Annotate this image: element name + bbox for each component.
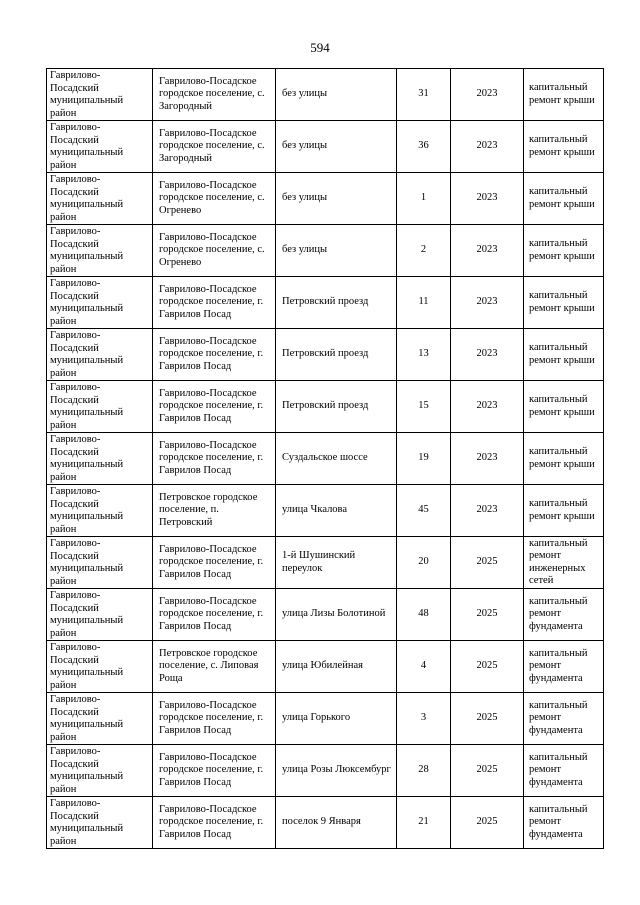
settlement-cell: Гаврилово-Посадское городское поселение, с. Загородный — [153, 121, 276, 173]
street-cell: Петровский проезд — [276, 329, 397, 381]
house-number-cell: 19 — [397, 433, 451, 485]
work-type-cell: капитальный ремонт фундамента — [524, 745, 604, 797]
district-cell: Гаврилово-Посадский муниципальный район — [47, 173, 153, 225]
settlement-cell: Гаврилово-Посадское городское поселение, г. Гаврилов Посад — [153, 277, 276, 329]
district-cell: Гаврилово-Посадский муниципальный район — [47, 537, 153, 589]
district-cell: Гаврилово-Посадский муниципальный район — [47, 693, 153, 745]
table-row — [47, 329, 604, 381]
year-cell: 2023 — [451, 69, 524, 121]
house-number-cell: 28 — [397, 745, 451, 797]
year-cell: 2023 — [451, 277, 524, 329]
year-cell: 2025 — [451, 641, 524, 693]
district-cell: Гаврилово-Посадский муниципальный район — [47, 225, 153, 277]
settlement-cell: Гаврилово-Посадское городское поселение, г. Гаврилов Посад — [153, 329, 276, 381]
street-cell: улица Горького — [276, 693, 397, 745]
street-cell: улица Юбилейная — [276, 641, 397, 693]
street-cell: без улицы — [276, 173, 397, 225]
table-row — [47, 433, 604, 485]
work-type-cell: капитальный ремонт крыши — [524, 433, 604, 485]
settlement-cell: Петровское городское поселение, п. Петровский — [153, 485, 276, 537]
settlement-cell: Гаврилово-Посадское городское поселение, г. Гаврилов Посад — [153, 381, 276, 433]
house-number-cell: 15 — [397, 381, 451, 433]
house-number-cell: 13 — [397, 329, 451, 381]
settlement-cell: Гаврилово-Посадское городское поселение, г. Гаврилов Посад — [153, 433, 276, 485]
year-cell: 2023 — [451, 329, 524, 381]
work-type-cell: капитальный ремонт фундамента — [524, 641, 604, 693]
street-cell: Петровский проезд — [276, 277, 397, 329]
settlement-cell: Гаврилово-Посадское городское поселение, г. Гаврилов Посад — [153, 797, 276, 849]
settlement-cell: Гаврилово-Посадское городское поселение, с. Огренево — [153, 173, 276, 225]
settlement-cell: Гаврилово-Посадское городское поселение, г. Гаврилов Посад — [153, 693, 276, 745]
settlement-cell: Гаврилово-Посадское городское поселение, г. Гаврилов Посад — [153, 589, 276, 641]
house-number-cell: 4 — [397, 641, 451, 693]
street-cell: улица Лизы Болотиной — [276, 589, 397, 641]
table-row — [47, 641, 604, 693]
table-body — [47, 69, 604, 849]
table-row — [47, 225, 604, 277]
work-type-cell: капитальный ремонт фундамента — [524, 589, 604, 641]
district-cell: Гаврилово-Посадский муниципальный район — [47, 277, 153, 329]
settlement-cell: Гаврилово-Посадское городское поселение, г. Гаврилов Посад — [153, 537, 276, 589]
district-cell: Гаврилово-Посадский муниципальный район — [47, 641, 153, 693]
district-cell: Гаврилово-Посадский муниципальный район — [47, 69, 153, 121]
district-cell: Гаврилово-Посадский муниципальный район — [47, 797, 153, 849]
work-type-cell: капитальный ремонт крыши — [524, 277, 604, 329]
year-cell: 2023 — [451, 433, 524, 485]
district-cell: Гаврилово-Посадский муниципальный район — [47, 329, 153, 381]
street-cell: улица Розы Люксембург — [276, 745, 397, 797]
settlement-cell: Петровское городское поселение, с. Липовая Роща — [153, 641, 276, 693]
house-number-cell: 11 — [397, 277, 451, 329]
street-cell: улица Чкалова — [276, 485, 397, 537]
year-cell: 2025 — [451, 537, 524, 589]
table-row — [47, 745, 604, 797]
work-type-cell: капитальный ремонт крыши — [524, 69, 604, 121]
work-type-cell: капитальный ремонт крыши — [524, 329, 604, 381]
year-cell: 2023 — [451, 485, 524, 537]
table-row — [47, 173, 604, 225]
settlement-cell: Гаврилово-Посадское городское поселение, с. Огренево — [153, 225, 276, 277]
work-type-cell: капитальный ремонт крыши — [524, 173, 604, 225]
street-cell: без улицы — [276, 225, 397, 277]
work-type-cell: капитальный ремонт крыши — [524, 225, 604, 277]
district-cell: Гаврилово-Посадский муниципальный район — [47, 589, 153, 641]
year-cell: 2025 — [451, 745, 524, 797]
house-number-cell: 36 — [397, 121, 451, 173]
district-cell: Гаврилово-Посадский муниципальный район — [47, 381, 153, 433]
house-number-cell: 21 — [397, 797, 451, 849]
year-cell: 2025 — [451, 589, 524, 641]
page-number: 594 — [310, 40, 330, 55]
street-cell: без улицы — [276, 69, 397, 121]
house-number-cell: 48 — [397, 589, 451, 641]
housing-repair-table — [46, 68, 604, 849]
street-cell: без улицы — [276, 121, 397, 173]
year-cell: 2023 — [451, 121, 524, 173]
work-type-cell: капитальный ремонт фундамента — [524, 693, 604, 745]
table-row — [47, 381, 604, 433]
table-row — [47, 121, 604, 173]
house-number-cell: 1 — [397, 173, 451, 225]
street-cell: Суздальское шоссе — [276, 433, 397, 485]
table-row — [47, 69, 604, 121]
table-row — [47, 485, 604, 537]
table-row — [47, 589, 604, 641]
house-number-cell: 45 — [397, 485, 451, 537]
work-type-cell: капитальный ремонт крыши — [524, 485, 604, 537]
house-number-cell: 2 — [397, 225, 451, 277]
table-row — [47, 693, 604, 745]
house-number-cell: 3 — [397, 693, 451, 745]
work-type-cell: капитальный ремонт крыши — [524, 121, 604, 173]
street-cell: Петровский проезд — [276, 381, 397, 433]
house-number-cell: 31 — [397, 69, 451, 121]
settlement-cell: Гаврилово-Посадское городское поселение, с. Загородный — [153, 69, 276, 121]
year-cell: 2025 — [451, 797, 524, 849]
table-row — [47, 797, 604, 849]
year-cell: 2025 — [451, 693, 524, 745]
district-cell: Гаврилово-Посадский муниципальный район — [47, 485, 153, 537]
year-cell: 2023 — [451, 173, 524, 225]
year-cell: 2023 — [451, 381, 524, 433]
work-type-cell: капитальный ремонт крыши — [524, 381, 604, 433]
house-number-cell: 20 — [397, 537, 451, 589]
work-type-cell: капитальный ремонт инженерных сетей — [524, 537, 604, 589]
district-cell: Гаврилово-Посадский муниципальный район — [47, 121, 153, 173]
street-cell: 1-й Шушинский переулок — [276, 537, 397, 589]
district-cell: Гаврилово-Посадский муниципальный район — [47, 433, 153, 485]
table-row — [47, 277, 604, 329]
district-cell: Гаврилово-Посадский муниципальный район — [47, 745, 153, 797]
settlement-cell: Гаврилово-Посадское городское поселение, г. Гаврилов Посад — [153, 745, 276, 797]
work-type-cell: капитальный ремонт фундамента — [524, 797, 604, 849]
street-cell: поселок 9 Января — [276, 797, 397, 849]
table-row — [47, 537, 604, 589]
year-cell: 2023 — [451, 225, 524, 277]
